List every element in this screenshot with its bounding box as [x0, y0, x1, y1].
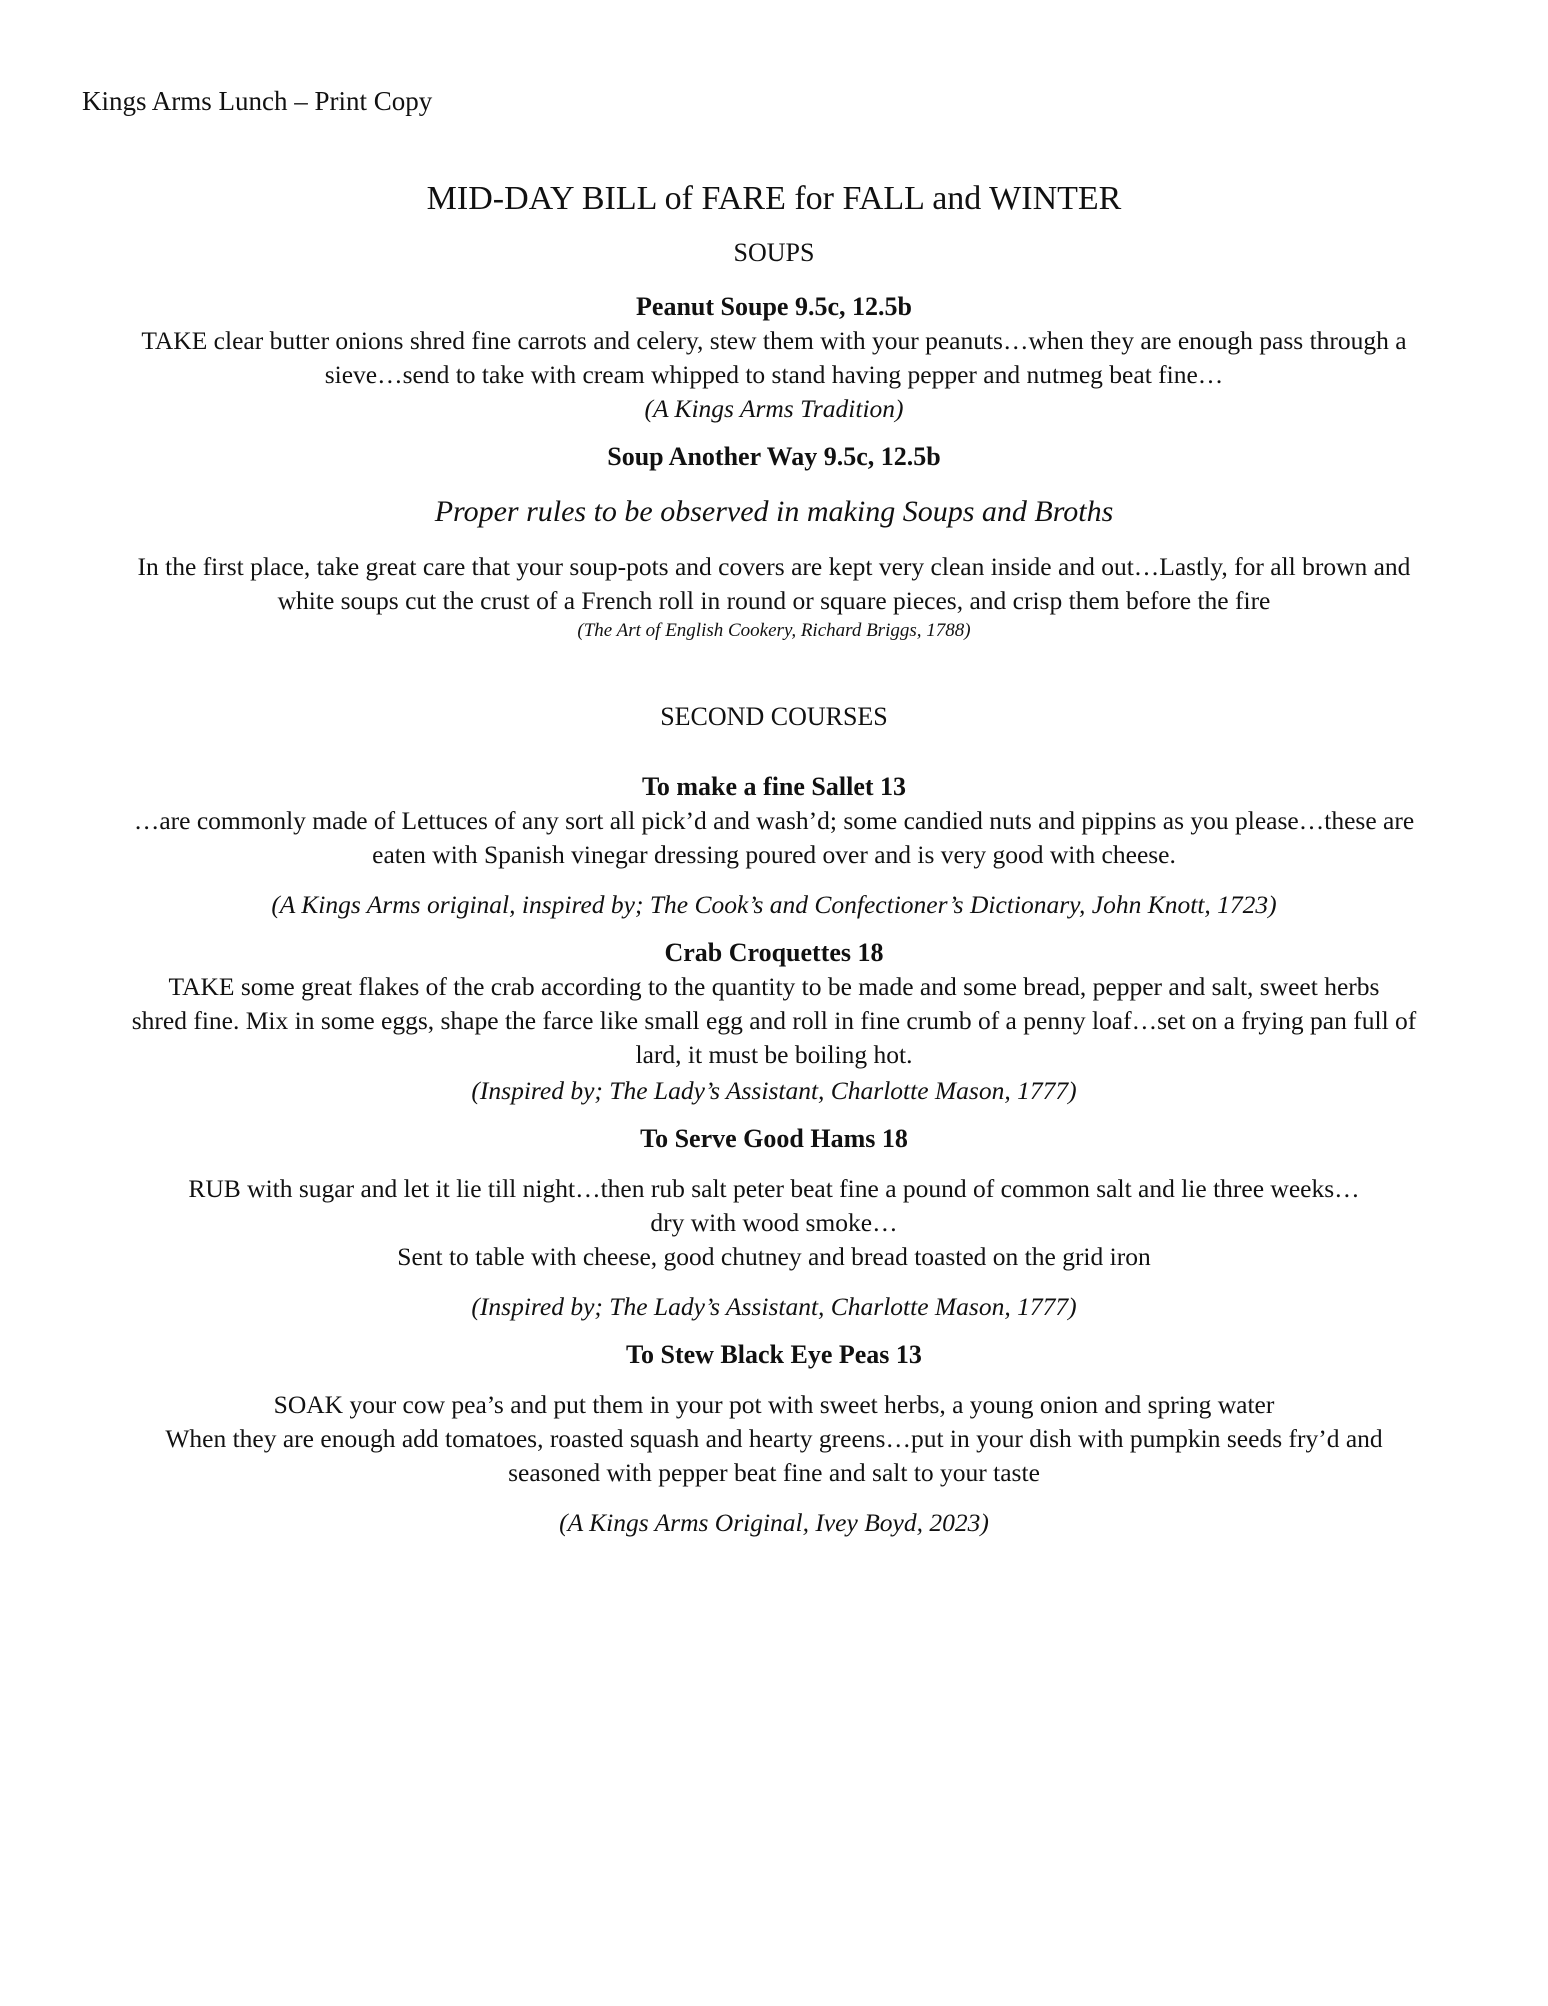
menu-content — [76, 178, 1472, 1540]
page-title: MID-DAY BILL of FARE for FALL and WINTER — [426, 180, 1122, 217]
dish-description-line: …are commonly made of Lettuces of any sort all pick’d and wash’d; some candied nuts and pippins as you please…these are — [133, 806, 1415, 835]
header-note: Kings Arms Lunch – Print Copy — [82, 86, 433, 116]
dish-description-line: TAKE clear butter onions shred fine carrots and celery, stew them with your peanuts…when they are enough pass through a — [141, 326, 1407, 355]
dish-source: (Inspired by; The Lady’s Assistant, Charlotte Mason, 1777) — [471, 1076, 1077, 1105]
rules-heading: Proper rules to be observed in making Soups and Broths — [434, 495, 1114, 528]
soups-heading: SOUPS — [733, 238, 815, 267]
dish-description-line: shred fine. Mix in some eggs, shape the farce like small egg and roll in fine crumb of a penny loaf…set on a frying pan full of — [131, 1006, 1417, 1035]
dish-description-line: sieve…send to take with cream whipped to stand having pepper and nutmeg beat fine… — [324, 360, 1224, 389]
dish-name: Crab Croquettes 18 — [664, 938, 884, 967]
dish-description-line: When they are enough add tomatoes, roasted squash and hearty greens…put in your dish with pumpkin seeds fry’d and — [165, 1424, 1383, 1453]
dish-name: To Serve Good Hams 18 — [640, 1124, 908, 1153]
dish-description-line: dry with wood smoke… — [650, 1208, 898, 1237]
rules-description-line: In the first place, take great care that your soup-pots and covers are kept very clean inside and out…Lastly, for all brown and — [137, 552, 1411, 581]
dish-crab-croquettes — [76, 936, 1472, 1108]
second-courses-heading: SECOND COURSES — [660, 702, 888, 731]
dish-source: (A Kings Arms Tradition) — [644, 394, 904, 423]
dish-name: To Stew Black Eye Peas 13 — [626, 1340, 922, 1369]
dish-black-eye-peas — [76, 1338, 1472, 1540]
dish-source: (A Kings Arms original, inspired by; The Cook’s and Confectioner’s Dictionary, John Knott, 1723) — [271, 890, 1277, 919]
dish-description-line: SOAK your cow pea’s and put them in your pot with sweet herbs, a young onion and spring water — [273, 1390, 1275, 1419]
dish-description-line: Sent to table with cheese, good chutney and bread toasted on the grid iron — [397, 1242, 1151, 1271]
dish-source: (A Kings Arms Original, Ivey Boyd, 2023) — [559, 1508, 989, 1537]
dish-description-line: RUB with sugar and let it lie till night…then rub salt peter beat fine a pound of common salt and lie three weeks… — [188, 1174, 1360, 1203]
dish-description-line: seasoned with pepper beat fine and salt to your taste — [508, 1458, 1040, 1487]
rules-source: (The Art of English Cookery, Richard Briggs, 1788) — [577, 620, 971, 641]
rules-description-line: white soups cut the crust of a French roll in round or square pieces, and crisp them before the fire — [277, 586, 1271, 615]
dish-good-hams — [76, 1122, 1472, 1324]
dish-description-line: eaten with Spanish vinegar dressing poured over and is very good with cheese. — [372, 840, 1176, 869]
dish-name: To make a fine Sallet 13 — [641, 772, 907, 801]
dish-peanut-soupe — [76, 290, 1472, 426]
dish-soup-another-way — [76, 440, 1472, 474]
dish-source: (Inspired by; The Lady’s Assistant, Charlotte Mason, 1777) — [471, 1292, 1077, 1321]
second-courses-section — [76, 700, 1472, 1540]
dish-description-line: TAKE some great flakes of the crab according to the quantity to be made and some bread, pepper and salt, sweet herbs — [168, 972, 1380, 1001]
dish-name: Soup Another Way 9.5c, 12.5b — [607, 442, 941, 471]
soup-rules — [76, 492, 1472, 644]
dish-name: Peanut Soupe 9.5c, 12.5b — [636, 292, 912, 321]
soups-section — [76, 236, 1472, 644]
dish-description-line: lard, it must be boiling hot. — [635, 1040, 913, 1069]
dish-fine-sallet — [76, 770, 1472, 922]
